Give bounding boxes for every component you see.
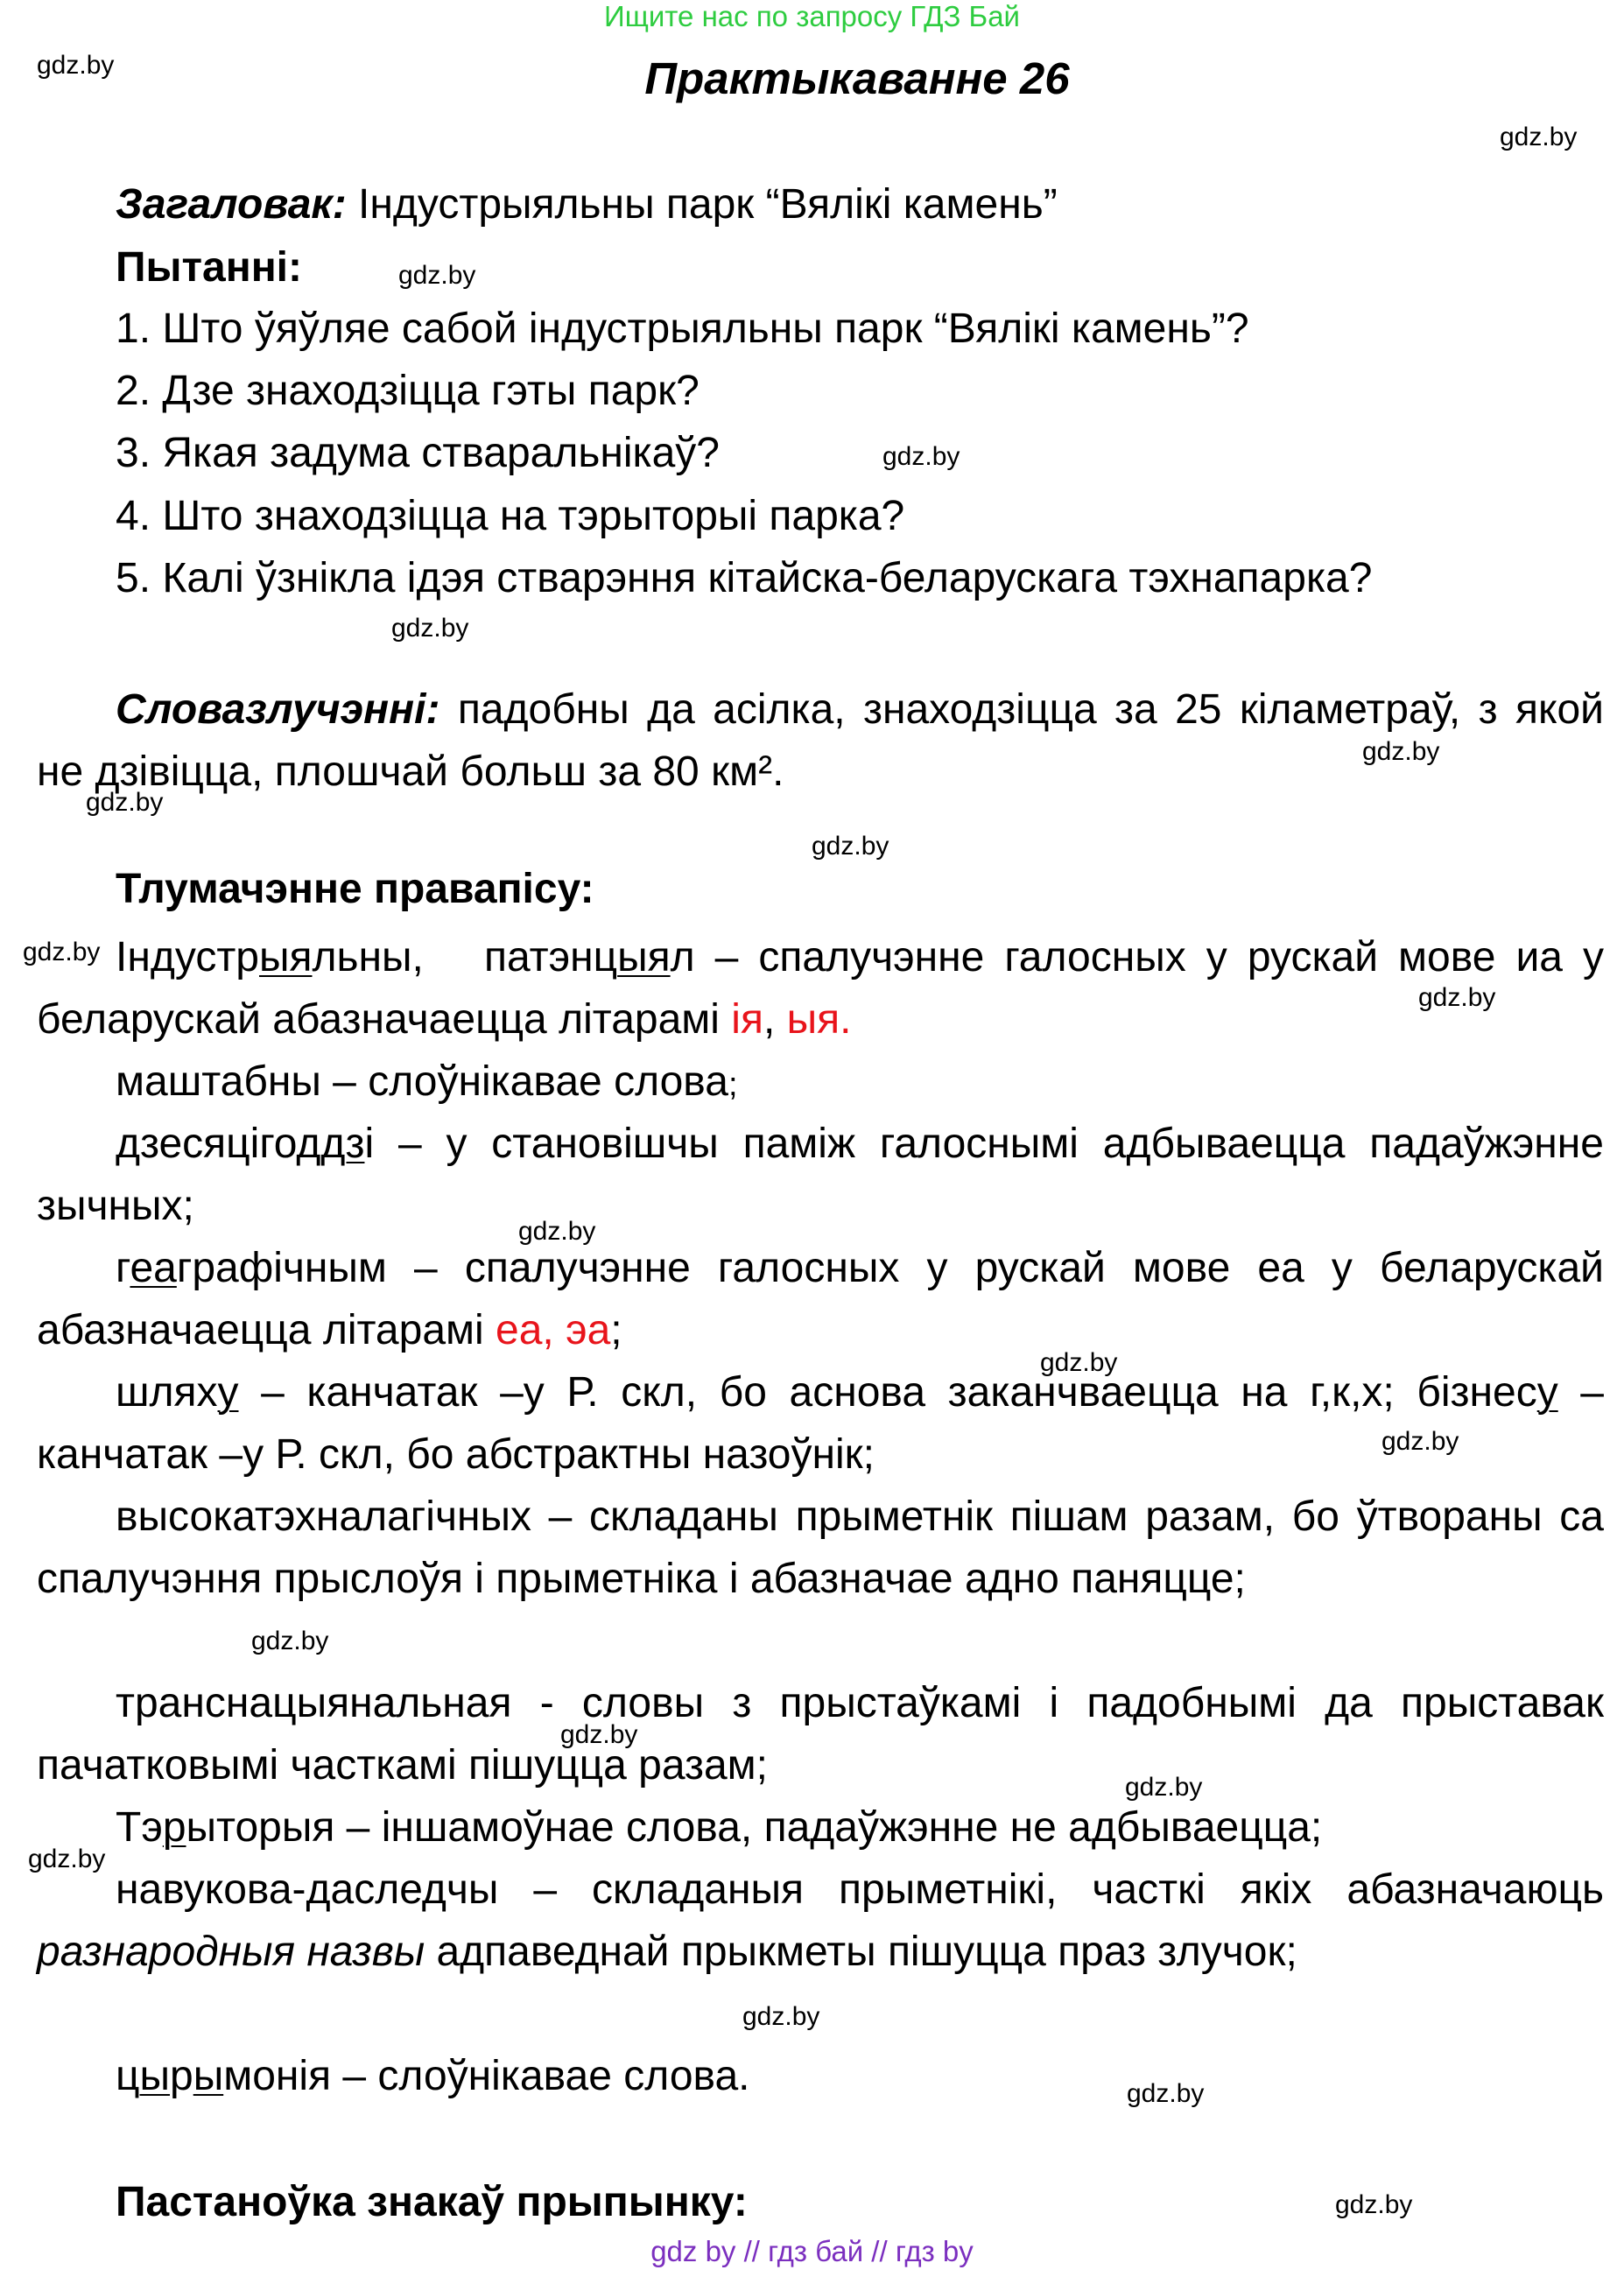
phrases-paragraph	[37, 678, 1604, 803]
watermark: gdz.by	[86, 788, 164, 817]
watermark: gdz.by	[391, 614, 469, 643]
spelling-item	[37, 1672, 1604, 1796]
word-highlight: р	[162, 1804, 186, 1851]
word-highlight: ддз	[296, 1121, 365, 1167]
spelling-item	[37, 1113, 1604, 1237]
spelling-item	[37, 926, 1604, 1051]
separator: ,	[763, 996, 787, 1043]
explanation-text: транснацыянальная - словы з прыстаўкамі і падобнымі да прыставак пачатковымі часткамі пішуцца разам;	[37, 1680, 1604, 1789]
word-part: Тэ	[116, 1804, 163, 1851]
explanation-text: – канчатак –у Р. скл, бо абстрактны назоўнік;	[37, 1369, 1604, 1478]
watermark: gdz.by	[1418, 983, 1496, 1012]
word-part: л	[670, 934, 695, 980]
watermark: gdz.by	[1362, 737, 1440, 766]
explanation-text: – спалучэнне галосных у рускай мове иа у беларускай абазначаецца літарамі	[37, 934, 1604, 1043]
watermark: gdz.by	[28, 1845, 106, 1873]
watermark: gdz.by	[398, 261, 476, 290]
watermark: gdz.by	[1040, 1348, 1118, 1377]
watermark: gdz.by	[37, 51, 115, 80]
word-part: дзесяціго	[116, 1121, 297, 1167]
question-item: 1. Што ўяўляе сабой індустрыяльны парк “Вялікі камень”?	[116, 306, 1249, 352]
phrases-text: падобны да асілка, знаходзіцца за 25 кіламетраў, з якой не дзівіцца, плошчай больш за 80 км².	[37, 686, 1604, 795]
word-part: Індустр	[116, 934, 259, 980]
spelling-label: Тлумачэнне правапісу:	[116, 866, 594, 912]
explanation-text: монія – слоўнікавае слова.	[223, 2053, 750, 2099]
explanation-text: – спалучэнне галосных у рускай мове еа у беларускай абазначаецца літарамі	[37, 1245, 1604, 1353]
watermark: gdz.by	[560, 1720, 638, 1749]
separator: ;	[728, 1066, 738, 1103]
question-item: 3. Якая задума стваральнікаў?	[116, 430, 720, 476]
heading-line	[116, 180, 1058, 228]
spelling-item	[37, 1361, 1604, 1486]
word-part: графічным	[176, 1245, 387, 1291]
red-letters: ыя.	[786, 996, 852, 1043]
red-letters: ія	[731, 996, 763, 1043]
word-part: патэнц	[484, 934, 618, 980]
spelling-item	[37, 2045, 1604, 2107]
watermark: gdz.by	[812, 832, 889, 861]
explanation-text: – у становішчы паміж галоснымі адбываецца падаўжэнне зычных;	[37, 1121, 1604, 1229]
watermark: gdz.by	[23, 938, 101, 966]
punctuation-label: Пастаноўка знакаў прыпынку:	[116, 2179, 748, 2225]
watermark: gdz.by	[882, 442, 960, 471]
word-highlight: у	[1536, 1369, 1558, 1416]
watermark: gdz.by	[251, 1627, 329, 1655]
explanation-text: высокатэхналагічных – складаны прыметнік пішам разам, бо ўтвораны са спалучэння прыслоўя і прыметніка і абазначае адно паняцце;	[37, 1493, 1604, 1602]
spelling-item	[37, 1237, 1604, 1361]
explanation-text: навукова-даследчы – складаныя прыметнікі, часткі якіх абазначаюць	[116, 1866, 1604, 1913]
word-highlight: ыя	[259, 934, 313, 980]
question-item: 5. Калі ўзнікла ідэя стварэння кітайска-беларускага тэхнапарка?	[116, 555, 1373, 601]
watermark: gdz.by	[1127, 2079, 1205, 2108]
explanation-text: маштабны – слоўнікавае слова	[116, 1058, 728, 1105]
word-highlight: ыя	[617, 934, 671, 980]
italic-text: разнародныя назвы	[37, 1929, 425, 1975]
heading-label: Загаловак:	[116, 181, 347, 228]
page-title: Практыкаванне 26	[644, 53, 1070, 103]
explanation-text: – канчатак –у Р. скл, бо аснова заканчваецца на г,к,х; бізнес	[238, 1369, 1537, 1416]
word-highlight: ы	[139, 2053, 170, 2099]
word-part: шлях	[116, 1369, 218, 1416]
footer-links: gdz by // гдз бай // гдз by	[650, 2235, 974, 2267]
word-part: і	[364, 1121, 375, 1167]
heading-text: Індустрыяльны парк “Вялікі камень”	[346, 181, 1058, 228]
watermark: gdz.by	[1125, 1773, 1203, 1802]
question-item: 2. Дзе знаходзіцца гэты парк?	[116, 368, 700, 414]
watermark: gdz.by	[518, 1217, 596, 1246]
word-part: г	[116, 1245, 130, 1291]
word-part: ц	[116, 2053, 140, 2099]
word-highlight: еа	[130, 1245, 177, 1291]
question-item: 4. Што знаходзіцца на тэрыторыі парка?	[116, 493, 905, 539]
phrases-label: Словазлучэнні:	[116, 686, 440, 733]
word-part: льны,	[312, 934, 424, 980]
explanation-text: адпаведнай прыкметы пішуцца праз злучок;	[425, 1929, 1297, 1975]
spelling-item	[37, 1051, 1604, 1116]
questions-label: Пытанні:	[116, 244, 302, 291]
word-highlight: ы	[193, 2053, 224, 2099]
watermark: gdz.by	[1500, 123, 1578, 151]
spelling-item	[37, 1859, 1604, 1983]
separator: ;	[610, 1307, 622, 1353]
top-banner: Ищите нас по запросу ГДЗ Бай	[604, 0, 1020, 32]
watermark: gdz.by	[1381, 1427, 1459, 1456]
explanation-text: ыторыя – іншамоўнае слова, падаўжэнне не адбываецца;	[186, 1804, 1323, 1851]
word-part: р	[170, 2053, 193, 2099]
watermark: gdz.by	[1335, 2190, 1413, 2219]
red-letters: еа, эа	[496, 1307, 611, 1353]
word-highlight: у	[217, 1369, 239, 1416]
watermark: gdz.by	[742, 2002, 820, 2031]
spelling-item	[37, 1486, 1604, 1610]
spelling-item	[37, 1796, 1604, 1859]
